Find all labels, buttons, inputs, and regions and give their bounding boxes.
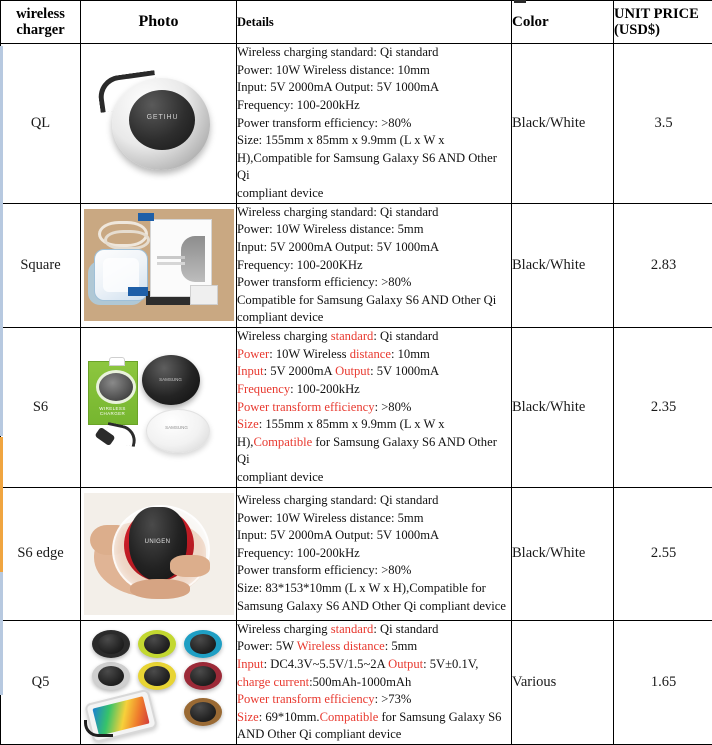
product-price-cell: 2.55 <box>614 487 712 620</box>
left-edge-accent-blue-bottom <box>0 572 3 695</box>
product-photo-cell <box>81 487 237 620</box>
box-blue-tab-top <box>138 213 154 221</box>
product-price-cell: 2.83 <box>614 203 712 327</box>
product-photo-ql <box>84 64 234 182</box>
black-pad-logo: SAMSUNG <box>154 377 188 382</box>
column-header-photo[interactable]: Photo <box>81 1 237 44</box>
detail-line <box>237 434 511 469</box>
detail-text: compliant device <box>237 470 323 484</box>
detail-text: : Qi standard <box>373 329 438 343</box>
product-photo-cell <box>81 620 237 744</box>
column-header-color[interactable]: Color <box>512 1 614 44</box>
charging-pad-face <box>98 666 124 686</box>
table-row[interactable] <box>1 203 712 327</box>
detail-text: for Samsung Galaxy S6 AND Other Qi <box>237 435 497 467</box>
table-header <box>1 1 712 44</box>
product-name-cell: QL <box>1 44 81 204</box>
box-text-lines <box>157 256 185 259</box>
detail-line <box>237 257 511 275</box>
green-retail-box <box>88 361 138 425</box>
detail-text: Power transform efficiency: >80% <box>237 275 411 289</box>
detail-line <box>237 381 511 399</box>
detail-highlight-text: charge current <box>237 675 309 689</box>
detail-highlight-text: Power transform efficiency <box>237 692 375 706</box>
product-photo-q5 <box>84 628 234 736</box>
detail-highlight-text: standard <box>331 622 374 636</box>
detail-line <box>237 399 511 417</box>
detail-text: : Qi standard <box>373 622 438 636</box>
detail-line <box>237 691 511 709</box>
detail-line <box>237 97 511 115</box>
product-color-cell: Various <box>512 620 614 744</box>
detail-text: : 5V 2000mA <box>264 364 336 378</box>
detail-text: Frequency: 100-200kHz <box>237 98 360 112</box>
detail-line <box>237 598 511 616</box>
detail-text: : 155mm x 85mm x 9.9mm (L x W x <box>259 417 445 431</box>
header-wireless-charger-line2: charger <box>1 22 80 38</box>
detail-text: Power: 10W Wireless distance: 5mm <box>237 511 424 525</box>
product-price-cell: 3.5 <box>614 44 712 204</box>
charger-brand-logo: GETIHU <box>142 114 184 121</box>
detail-text: for Samsung Galaxy S6 <box>378 710 501 724</box>
header-unit-price-line2: (USD$) <box>614 22 712 38</box>
box-label: WIRELESS CHARGER <box>95 406 131 416</box>
white-pad-logo: SAMSUNG <box>160 425 194 430</box>
detail-text: Power: 10W Wireless distance: 10mm <box>237 63 430 77</box>
detail-highlight-text: Output <box>335 364 370 378</box>
detail-text: Compatible for Samsung Galaxy S6 AND Other Qi <box>237 293 496 307</box>
left-edge-accent-orange <box>0 437 3 572</box>
detail-text: H),Compatible for Samsung Galaxy S6 AND Other Qi <box>237 151 497 183</box>
detail-line <box>237 328 511 346</box>
detail-text: : 5V 1000mA <box>370 364 439 378</box>
detail-line <box>237 545 511 563</box>
column-header-wireless-charger[interactable] <box>1 1 81 44</box>
charging-pad-yellow <box>138 662 176 690</box>
detail-text: Input: 5V 2000mA Output: 5V 1000mA <box>237 80 439 94</box>
detail-highlight-text: Compatible <box>320 710 379 724</box>
detail-highlight-text: Power <box>237 347 269 361</box>
detail-line <box>237 492 511 510</box>
charging-pad-face <box>190 666 216 686</box>
table-row[interactable] <box>1 44 712 204</box>
product-color-cell: Black/White <box>512 487 614 620</box>
detail-text: Power: 5W <box>237 639 297 653</box>
charging-pad-blue <box>184 630 222 658</box>
detail-highlight-text: Wireless distance <box>297 639 385 653</box>
detail-line <box>237 274 511 292</box>
detail-text: Size: 155mm x 85mm x 9.9mm (L x W x <box>237 133 445 147</box>
detail-line <box>237 709 511 727</box>
hand-finger-lower <box>130 579 190 599</box>
detail-highlight-text: Size <box>237 417 259 431</box>
detail-line <box>237 44 511 62</box>
detail-line <box>237 726 511 744</box>
detail-line <box>237 221 511 239</box>
charging-pad-face <box>190 702 216 722</box>
detail-text: : 5mm <box>385 639 418 653</box>
detail-text: Input: 5V 2000mA Output: 5V 1000mA <box>237 240 439 254</box>
detail-text: Power transform efficiency: >80% <box>237 116 411 130</box>
detail-line <box>237 150 511 185</box>
detail-highlight-text: Size <box>237 710 259 724</box>
product-color-cell: Black/White <box>512 44 614 204</box>
detail-line <box>237 363 511 381</box>
box-blue-tab-bottom <box>128 287 148 296</box>
page-top-marker <box>514 0 526 3</box>
accessory-card <box>190 285 218 305</box>
detail-text: Wireless charging standard: Qi standard <box>237 45 438 59</box>
detail-highlight-text: Power transform efficiency <box>237 400 375 414</box>
detail-line <box>237 510 511 528</box>
charging-pad-lime <box>138 630 176 658</box>
detail-line <box>237 309 511 327</box>
detail-text: :500mAh-1000mAh <box>309 675 411 689</box>
product-details-cell <box>237 203 512 327</box>
charger-cord <box>84 720 113 737</box>
detail-text: AND Other Qi compliant device <box>237 727 401 741</box>
product-photo-s6-edge <box>84 493 234 615</box>
product-name-cell: S6 edge <box>1 487 81 620</box>
box-window <box>181 236 205 282</box>
detail-highlight-text: distance <box>350 347 391 361</box>
detail-line <box>237 204 511 222</box>
detail-highlight-text: Compatible <box>253 435 312 449</box>
charging-pad-black <box>92 630 130 658</box>
detail-text: compliant device <box>237 186 323 200</box>
product-photo-cell <box>81 203 237 327</box>
detail-highlight-text: standard <box>331 329 374 343</box>
detail-text: Wireless charging <box>237 329 331 343</box>
detail-highlight-text: Frequency <box>237 382 290 396</box>
charging-pad-brown <box>184 698 222 726</box>
box-hang-tab <box>109 357 125 366</box>
detail-line <box>237 656 511 674</box>
product-details-cell <box>237 328 512 488</box>
detail-text: Wireless charging standard: Qi standard <box>237 493 438 507</box>
detail-text: : 10mm <box>391 347 430 361</box>
detail-text: Input: 5V 2000mA Output: 5V 1000mA <box>237 528 439 542</box>
detail-text: Frequency: 100-200kHz <box>237 546 360 560</box>
detail-line <box>237 562 511 580</box>
detail-line <box>237 346 511 364</box>
header-unit-price-line1: UNIT PRICE <box>614 6 712 22</box>
product-photo-cell <box>81 44 237 204</box>
detail-highlight-text: Output <box>388 657 423 671</box>
charging-pad-silver <box>92 662 130 690</box>
table-row[interactable] <box>1 487 712 620</box>
charger-brand-logo: UNIGEN <box>132 539 184 545</box>
detail-line <box>237 527 511 545</box>
detail-text: : >73% <box>375 692 412 706</box>
detail-text: Wireless charging standard: Qi standard <box>237 205 438 219</box>
product-photo-square <box>84 209 234 321</box>
charging-pad-face <box>98 634 124 654</box>
column-header-details[interactable]: Details <box>237 1 512 44</box>
header-row <box>1 1 712 44</box>
detail-line <box>237 62 511 80</box>
detail-text: compliant device <box>237 310 323 324</box>
detail-text: Power transform efficiency: >80% <box>237 563 411 577</box>
detail-line <box>237 580 511 598</box>
product-details-cell <box>237 44 512 204</box>
product-photo-s6 <box>84 347 234 467</box>
table-body <box>1 44 712 745</box>
left-edge-accent-blue-top <box>0 46 3 436</box>
detail-line <box>237 185 511 203</box>
charging-pad-face <box>144 666 170 686</box>
column-header-unit-price[interactable] <box>614 1 712 44</box>
detail-text: : >80% <box>375 400 412 414</box>
detail-text: : 10W Wireless <box>269 347 350 361</box>
detail-line <box>237 621 511 639</box>
product-name-cell: Square <box>1 203 81 327</box>
table-row[interactable] <box>1 620 712 744</box>
product-details-cell <box>237 620 512 744</box>
detail-line <box>237 115 511 133</box>
product-color-cell: Black/White <box>512 203 614 327</box>
usb-cable-coil-inner <box>104 230 150 250</box>
detail-line <box>237 79 511 97</box>
detail-text: Power: 10W Wireless distance: 5mm <box>237 222 424 236</box>
detail-text: Wireless charging <box>237 622 331 636</box>
product-price-cell: 1.65 <box>614 620 712 744</box>
charging-pad-red <box>184 662 222 690</box>
detail-line <box>237 469 511 487</box>
product-price-cell: 2.35 <box>614 328 712 488</box>
product-color-cell: Black/White <box>512 328 614 488</box>
detail-text: : 5V±0.1V, <box>423 657 478 671</box>
detail-line <box>237 132 511 150</box>
detail-text: : DC4.3V~5.5V/1.5~2A <box>264 657 389 671</box>
charging-pad-face <box>144 634 170 654</box>
detail-line <box>237 239 511 257</box>
detail-highlight-text: Input <box>237 657 264 671</box>
product-name-cell: Q5 <box>1 620 81 744</box>
charging-pad-face <box>190 634 216 654</box>
detail-line <box>237 638 511 656</box>
detail-line <box>237 674 511 692</box>
detail-text: : 69*10mm. <box>259 710 320 724</box>
box-window <box>96 370 136 404</box>
product-details-cell <box>237 487 512 620</box>
hand-finger-upper <box>170 555 210 577</box>
product-photo-cell <box>81 328 237 488</box>
header-wireless-charger-line1: wireless <box>1 6 80 22</box>
detail-text: H), <box>237 435 253 449</box>
detail-highlight-text: Input <box>237 364 264 378</box>
table-row[interactable] <box>1 328 712 488</box>
detail-text: Samsung Galaxy S6 AND Other Qi compliant device <box>237 599 506 613</box>
white-charging-pad <box>146 409 210 453</box>
product-name-cell: S6 <box>1 328 81 488</box>
detail-text: Size: 83*153*10mm (L x W x H),Compatible for <box>237 581 486 595</box>
detail-line <box>237 292 511 310</box>
detail-text: Frequency: 100-200KHz <box>237 258 363 272</box>
detail-line <box>237 416 511 434</box>
detail-text: : 100-200kHz <box>290 382 360 396</box>
